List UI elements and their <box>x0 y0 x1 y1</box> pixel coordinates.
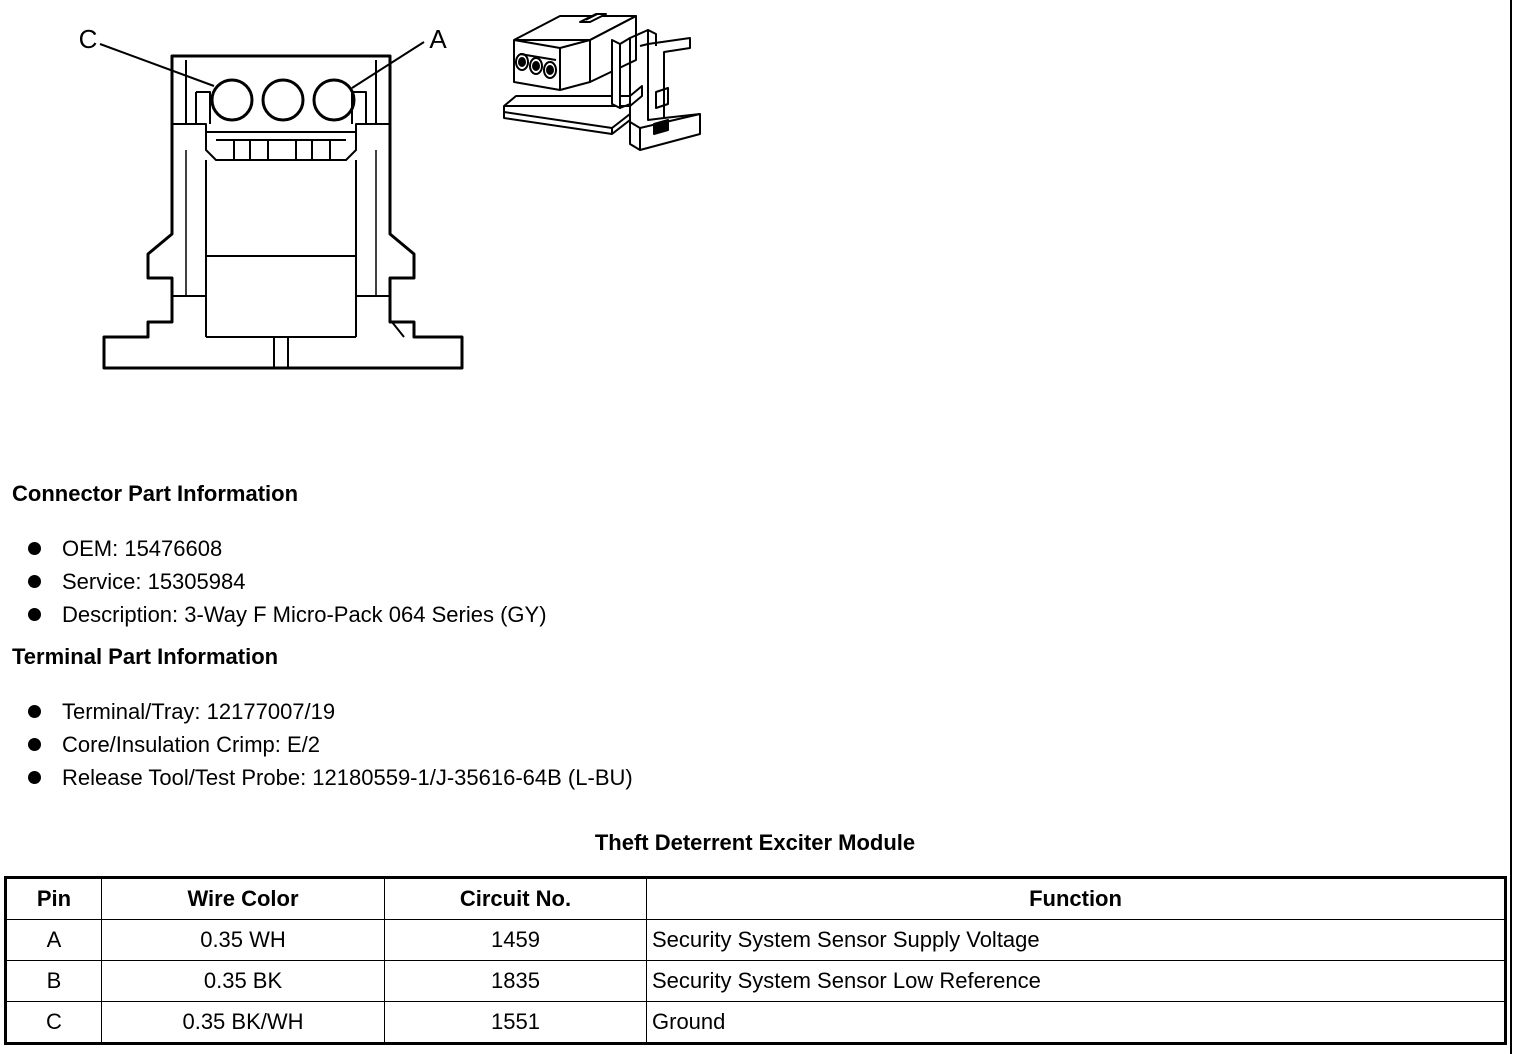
column-header-pin: Pin <box>6 878 102 920</box>
table-row <box>6 961 1506 1002</box>
pin-c-label: C <box>78 24 98 54</box>
connector-diagram <box>0 0 720 380</box>
connector-info-list <box>28 532 547 631</box>
connector-info-heading: Connector Part Information <box>12 481 299 506</box>
cell-pin: B <box>6 961 102 1002</box>
column-header-wire-color: Wire Color <box>102 878 385 920</box>
bullet-icon <box>28 771 41 784</box>
bullet-icon <box>28 608 41 621</box>
cell-wire-color: 0.35 BK <box>102 961 385 1002</box>
list-item: Terminal/Tray: 12177007/19 <box>28 695 633 728</box>
cell-pin: A <box>6 920 102 961</box>
bullet-icon <box>28 738 41 751</box>
table-header-row <box>6 878 1506 920</box>
terminal-info-heading: Terminal Part Information <box>12 644 279 669</box>
pinout-table <box>4 876 1507 1045</box>
cell-function: Security System Sensor Supply Voltage <box>647 920 1506 961</box>
column-header-function: Function <box>647 878 1506 920</box>
list-item: OEM: 15476608 <box>28 532 547 565</box>
column-header-circuit-no: Circuit No. <box>385 878 647 920</box>
cell-wire-color: 0.35 BK/WH <box>102 1002 385 1044</box>
cell-function: Security System Sensor Low Reference <box>647 961 1506 1002</box>
connector-front-view <box>100 42 462 368</box>
cell-wire-color: 0.35 WH <box>102 920 385 961</box>
table-row <box>6 1002 1506 1044</box>
bullet-icon <box>28 705 41 718</box>
terminal-info-list <box>28 695 633 794</box>
list-item: Release Tool/Test Probe: 12180559-1/J-35616-64B (L-BU) <box>28 761 633 794</box>
table-row <box>6 920 1506 961</box>
cell-circuit-no: 1835 <box>385 961 647 1002</box>
bullet-icon <box>28 575 41 588</box>
cell-function: Ground <box>647 1002 1506 1044</box>
cell-circuit-no: 1551 <box>385 1002 647 1044</box>
pin-a-label: A <box>429 24 447 54</box>
list-item: Core/Insulation Crimp: E/2 <box>28 728 633 761</box>
list-item: Description: 3-Way F Micro-Pack 064 Series (GY) <box>28 598 547 631</box>
table-title: Theft Deterrent Exciter Module <box>594 830 916 855</box>
cell-circuit-no: 1459 <box>385 920 647 961</box>
bullet-icon <box>28 542 41 555</box>
connector-isometric-view <box>504 14 700 150</box>
cell-pin: C <box>6 1002 102 1044</box>
page-border-right <box>1510 0 1512 1054</box>
list-item: Service: 15305984 <box>28 565 547 598</box>
